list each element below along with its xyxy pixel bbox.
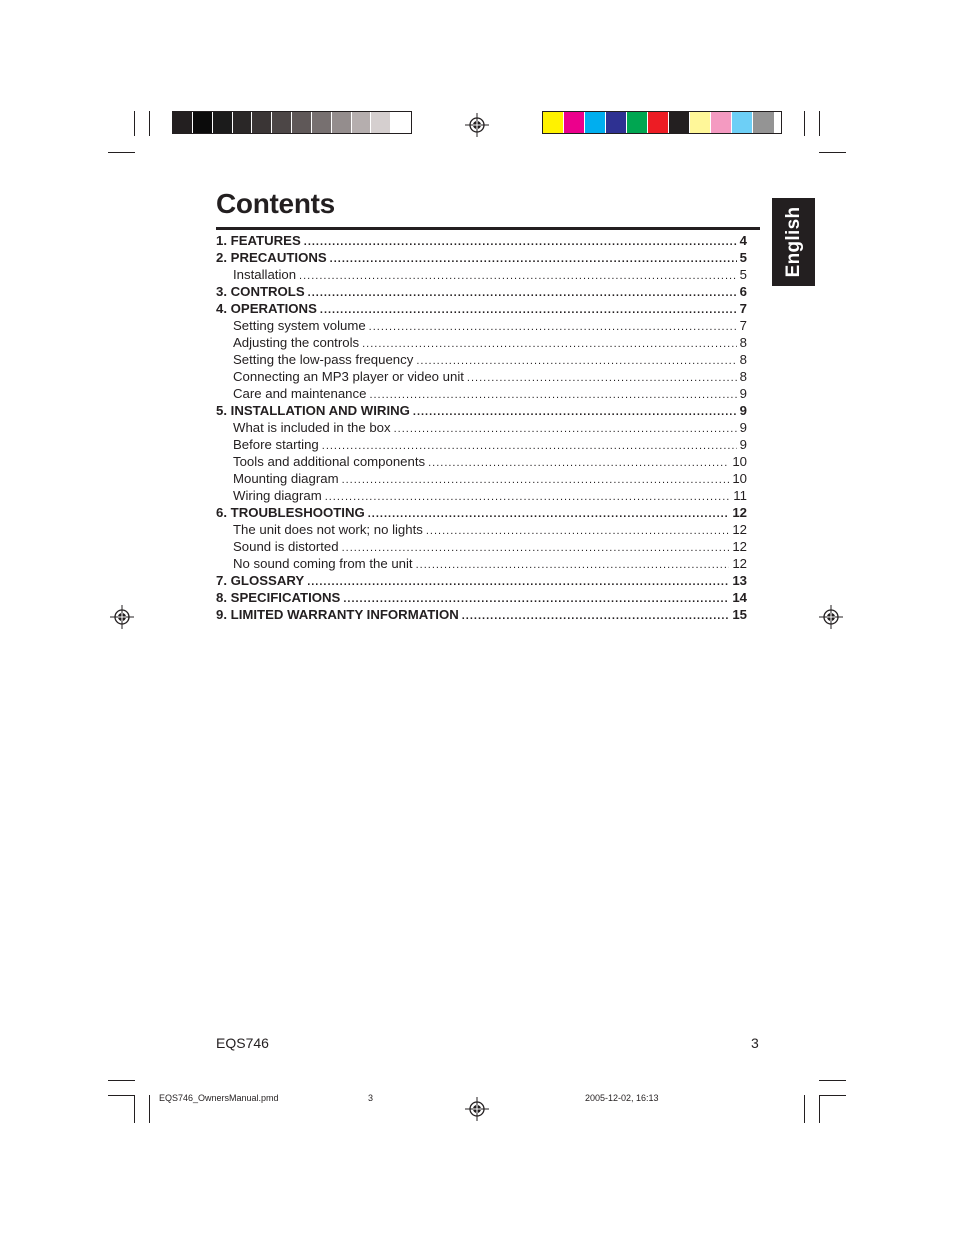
dot-leader [394, 421, 737, 438]
crop-mark [804, 111, 805, 136]
toc-subsection-entry [216, 351, 747, 368]
toc-entry-page: 10 [732, 454, 747, 469]
toc-entry-label: The unit does not work; no lights [233, 522, 423, 537]
toc-entry-page: 8 [739, 335, 747, 350]
toc-entry-label: Tools and additional components [233, 454, 426, 469]
language-tab [772, 198, 815, 286]
crop-mark [819, 152, 846, 153]
toc-section-entry [216, 283, 747, 300]
toc-entry-page: 12 [732, 539, 747, 554]
dot-leader [462, 608, 730, 625]
toc-subsection-entry [216, 521, 747, 538]
toc-entry-page: 12 [732, 505, 747, 520]
toc-entry-label: Care and maintenance [233, 386, 367, 401]
color-swatch [352, 112, 372, 133]
toc-subsection-entry [216, 419, 747, 436]
toc-section-entry [216, 504, 747, 521]
slug-filename: EQS746_OwnersManual.pmd [159, 1093, 279, 1103]
color-swatch [753, 112, 774, 133]
crop-mark [819, 1095, 820, 1123]
crop-mark [819, 1080, 846, 1081]
toc-entry-label: Adjusting the controls [233, 335, 360, 350]
toc-entry-label: Installation [233, 267, 297, 282]
toc-entry-label: 7. GLOSSARY [216, 573, 305, 588]
crop-mark [804, 1095, 805, 1123]
toc-subsection-entry [216, 470, 747, 487]
color-swatch [669, 112, 690, 133]
footer-model-number: EQS746 [216, 1035, 269, 1051]
toc-subsection-entry [216, 538, 747, 555]
toc-entry-label: 1. FEATURES [216, 233, 301, 248]
toc-entry-label: Before starting [233, 437, 319, 452]
toc-section-entry [216, 402, 747, 419]
color-swatch [711, 112, 732, 133]
toc-entry-label: 4. OPERATIONS [216, 301, 317, 316]
dot-leader [369, 387, 736, 404]
language-tab-label: English [782, 206, 804, 278]
color-swatch [391, 112, 411, 133]
crop-mark [149, 1095, 150, 1123]
color-swatch [585, 112, 606, 133]
toc-entry-label: Connecting an MP3 player or video unit [233, 369, 464, 384]
color-swatch [627, 112, 648, 133]
toc-entry-page: 14 [732, 590, 747, 605]
color-swatch [193, 112, 213, 133]
footer-page-number: 3 [751, 1035, 759, 1051]
toc-section-entry [216, 232, 747, 249]
toc-entry-page: 9 [739, 403, 747, 418]
color-swatch [732, 112, 753, 133]
dot-leader [342, 472, 730, 489]
toc-entry-page: 4 [739, 233, 747, 248]
toc-entry-label: 2. PRECAUTIONS [216, 250, 327, 265]
color-swatch [690, 112, 711, 133]
crop-mark [108, 152, 135, 153]
crop-mark [819, 1095, 846, 1096]
toc-entry-page: 5 [739, 250, 747, 265]
toc-entry-label: 6. TROUBLESHOOTING [216, 505, 365, 520]
toc-section-entry [216, 572, 747, 589]
color-swatch [648, 112, 669, 133]
dot-leader [467, 370, 737, 387]
dot-leader [330, 251, 737, 268]
dot-leader [413, 404, 737, 421]
toc-entry-page: 15 [732, 607, 747, 622]
toc-entry-page: 6 [739, 284, 747, 299]
toc-entry-label: 9. LIMITED WARRANTY INFORMATION [216, 607, 459, 622]
toc-subsection-entry [216, 555, 747, 572]
color-swatch [213, 112, 233, 133]
toc-entry-page: 9 [739, 386, 747, 401]
crop-mark [149, 111, 150, 136]
toc-entry-page: 5 [739, 267, 747, 282]
toc-entry-page: 12 [732, 522, 747, 537]
process-color-bar [542, 111, 782, 134]
toc-entry-page: 12 [732, 556, 747, 571]
toc-subsection-entry [216, 487, 747, 504]
dot-leader [320, 302, 737, 319]
table-of-contents [216, 232, 747, 623]
dot-leader [325, 489, 731, 506]
toc-entry-label: Setting the low-pass frequency [233, 352, 414, 367]
toc-entry-page: 10 [732, 471, 747, 486]
toc-entry-page: 7 [739, 318, 747, 333]
color-swatch [233, 112, 253, 133]
dot-leader [362, 336, 737, 353]
dot-leader [299, 268, 737, 285]
toc-entry-page: 8 [739, 352, 747, 367]
toc-entry-page: 11 [733, 488, 747, 503]
color-swatch [543, 112, 564, 133]
toc-section-entry [216, 589, 747, 606]
color-swatch [173, 112, 193, 133]
toc-entry-page: 7 [739, 301, 747, 316]
toc-entry-label: Wiring diagram [233, 488, 322, 503]
toc-section-entry [216, 606, 747, 623]
crop-mark [108, 1095, 135, 1096]
dot-leader [426, 523, 729, 540]
toc-entry-label: What is included in the box [233, 420, 391, 435]
dot-leader [416, 353, 736, 370]
dot-leader [304, 234, 737, 251]
crop-mark [108, 1080, 135, 1081]
registration-mark-icon [465, 113, 489, 137]
toc-subsection-entry [216, 385, 747, 402]
color-swatch [252, 112, 272, 133]
dot-leader [369, 319, 737, 336]
dot-leader [416, 557, 730, 574]
toc-entry-page: 9 [739, 420, 747, 435]
color-swatch [312, 112, 332, 133]
crop-mark [134, 1095, 135, 1123]
toc-subsection-entry [216, 317, 747, 334]
registration-mark-icon [819, 605, 843, 629]
color-swatch [292, 112, 312, 133]
toc-section-entry [216, 300, 747, 317]
toc-entry-page: 9 [739, 437, 747, 452]
toc-entry-page: 13 [732, 573, 747, 588]
toc-entry-label: Mounting diagram [233, 471, 339, 486]
toc-entry-label: No sound coming from the unit [233, 556, 413, 571]
toc-subsection-entry [216, 436, 747, 453]
toc-entry-label: 5. INSTALLATION AND WIRING [216, 403, 410, 418]
dot-leader [428, 455, 729, 472]
dot-leader [308, 285, 737, 302]
grayscale-color-bar [172, 111, 412, 134]
color-swatch [272, 112, 292, 133]
slug-timestamp: 2005-12-02, 16:13 [585, 1093, 659, 1103]
toc-entry-label: 3. CONTROLS [216, 284, 305, 299]
color-swatch [564, 112, 585, 133]
toc-entry-label: 8. SPECIFICATIONS [216, 590, 341, 605]
title-rule [216, 227, 760, 230]
page-title: Contents [216, 188, 335, 219]
slug-page: 3 [368, 1093, 374, 1103]
toc-section-entry [216, 249, 747, 266]
toc-entry-label: Sound is distorted [233, 539, 339, 554]
crop-mark [819, 111, 820, 136]
toc-subsection-entry [216, 266, 747, 283]
crop-mark [134, 111, 135, 136]
toc-subsection-entry [216, 453, 747, 470]
registration-mark-icon [110, 605, 134, 629]
toc-entry-page: 8 [739, 369, 747, 384]
toc-subsection-entry [216, 368, 747, 385]
dot-leader [307, 574, 729, 591]
toc-subsection-entry [216, 334, 747, 351]
toc-entry-label: Setting system volume [233, 318, 366, 333]
color-swatch [606, 112, 627, 133]
color-swatch [332, 112, 352, 133]
registration-mark-icon [465, 1097, 489, 1121]
color-swatch [371, 112, 391, 133]
